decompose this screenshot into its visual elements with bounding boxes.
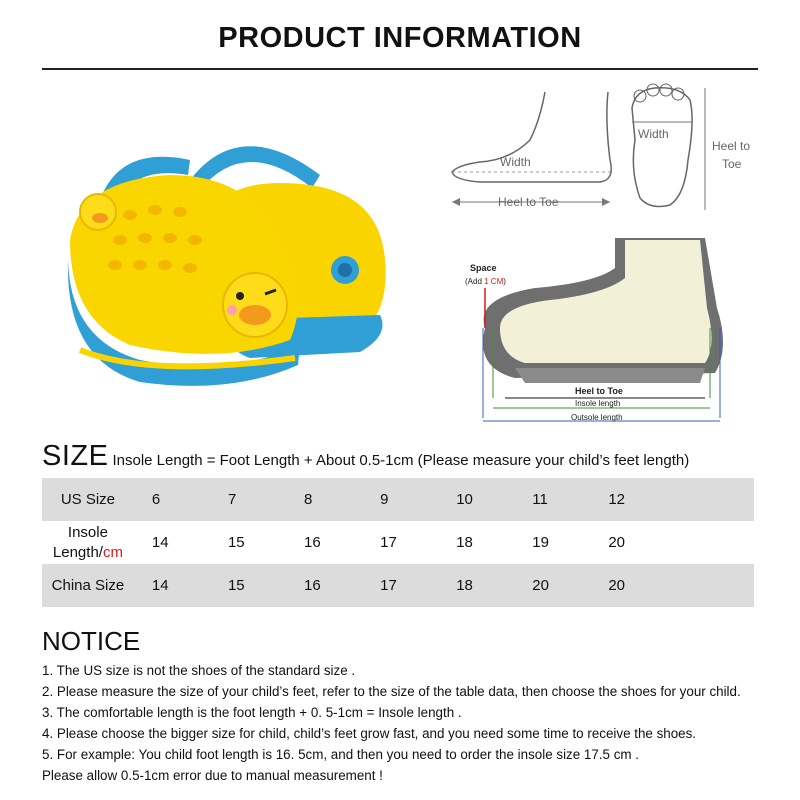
- table-cell: 14: [134, 521, 210, 564]
- table-cell: 20: [590, 521, 666, 564]
- notice-heading: NOTICE: [42, 626, 141, 656]
- top-length-label-1: Heel to: [712, 139, 751, 153]
- row-header: US Size: [42, 478, 134, 521]
- row-header: [42, 521, 134, 564]
- page-title: PRODUCT INFORMATION: [218, 22, 582, 54]
- title-divider: [42, 68, 758, 70]
- top-width-label: Width: [638, 127, 669, 141]
- notice-item: 1. The US size is not the shoes of the standard size .: [42, 663, 356, 678]
- table-cell-empty: [666, 478, 754, 521]
- notice-item: 4. Please choose the bigger size for child, child’s feet grow fast, and you need some time to receive the shoes.: [42, 726, 697, 741]
- table-cell: 17: [362, 564, 438, 607]
- top-length-label-2: Toe: [722, 157, 742, 171]
- size-subtitle: Insole Length = Foot Length + About 0.5-1cm (Please measure your child’s feet length): [112, 452, 690, 469]
- table-cell: 16: [286, 564, 362, 607]
- table-cell-empty: [666, 521, 754, 564]
- table-cell: 14: [134, 564, 210, 607]
- table-cell: 12: [590, 478, 666, 521]
- table-cell: 6: [134, 478, 210, 521]
- table-row-china-size: [42, 564, 754, 607]
- table-cell: 15: [210, 564, 286, 607]
- table-cell: 7: [210, 478, 286, 521]
- unit-cm: cm: [102, 543, 123, 561]
- notice-item: 3. The comfortable length is the foot length + 0. 5-1cm = Insole length .: [42, 705, 462, 720]
- duck-face-decoration: [223, 273, 287, 337]
- notice-item: 5. For example: You child foot length is 16. 5cm, and then you need to order the insole size 17.5 cm .: [42, 747, 639, 762]
- table-cell: 18: [438, 521, 514, 564]
- table-cell: 19: [514, 521, 590, 564]
- table-row-us-size: [42, 478, 754, 521]
- notice-item: Please allow 0.5-1cm error due to manual measurement !: [42, 768, 383, 783]
- side-width-label: Width: [500, 155, 531, 169]
- size-table: [42, 478, 754, 607]
- size-heading: [42, 440, 689, 473]
- table-cell: 20: [514, 564, 590, 607]
- table-cell: 16: [286, 521, 362, 564]
- row-header-line1: Insole: [67, 523, 108, 541]
- table-row-insole-length: [42, 521, 754, 564]
- table-cell-empty: [666, 564, 754, 607]
- table-cell: 15: [210, 521, 286, 564]
- table-cell: 8: [286, 478, 362, 521]
- side-length-label: Heel to Toe: [498, 195, 559, 209]
- table-cell: 17: [362, 521, 438, 564]
- product-image-duck-clogs: [60, 120, 400, 400]
- outsole-length-label: Outsole length: [571, 413, 623, 422]
- table-cell: 18: [438, 564, 514, 607]
- insole-length-label: Insole length: [575, 399, 621, 408]
- size-title: SIZE: [42, 440, 109, 472]
- foot-measurement-diagram: [440, 80, 770, 220]
- space-label: Space: [470, 263, 497, 273]
- table-cell: 10: [438, 478, 514, 521]
- space-note: (Add 1 CM): [465, 277, 506, 286]
- notice-item: 2. Please measure the size of your child’s feet, refer to the size of the table data, then choose the shoes for your child.: [42, 684, 741, 699]
- row-header-line2: Length/: [52, 543, 103, 561]
- row-header: China Size: [42, 564, 134, 607]
- heel-to-toe-label: Heel to Toe: [575, 386, 623, 396]
- table-cell: 11: [514, 478, 590, 521]
- sole-length-diagram: [455, 228, 755, 433]
- table-cell: 9: [362, 478, 438, 521]
- notice-list: [42, 660, 792, 786]
- table-cell: 20: [590, 564, 666, 607]
